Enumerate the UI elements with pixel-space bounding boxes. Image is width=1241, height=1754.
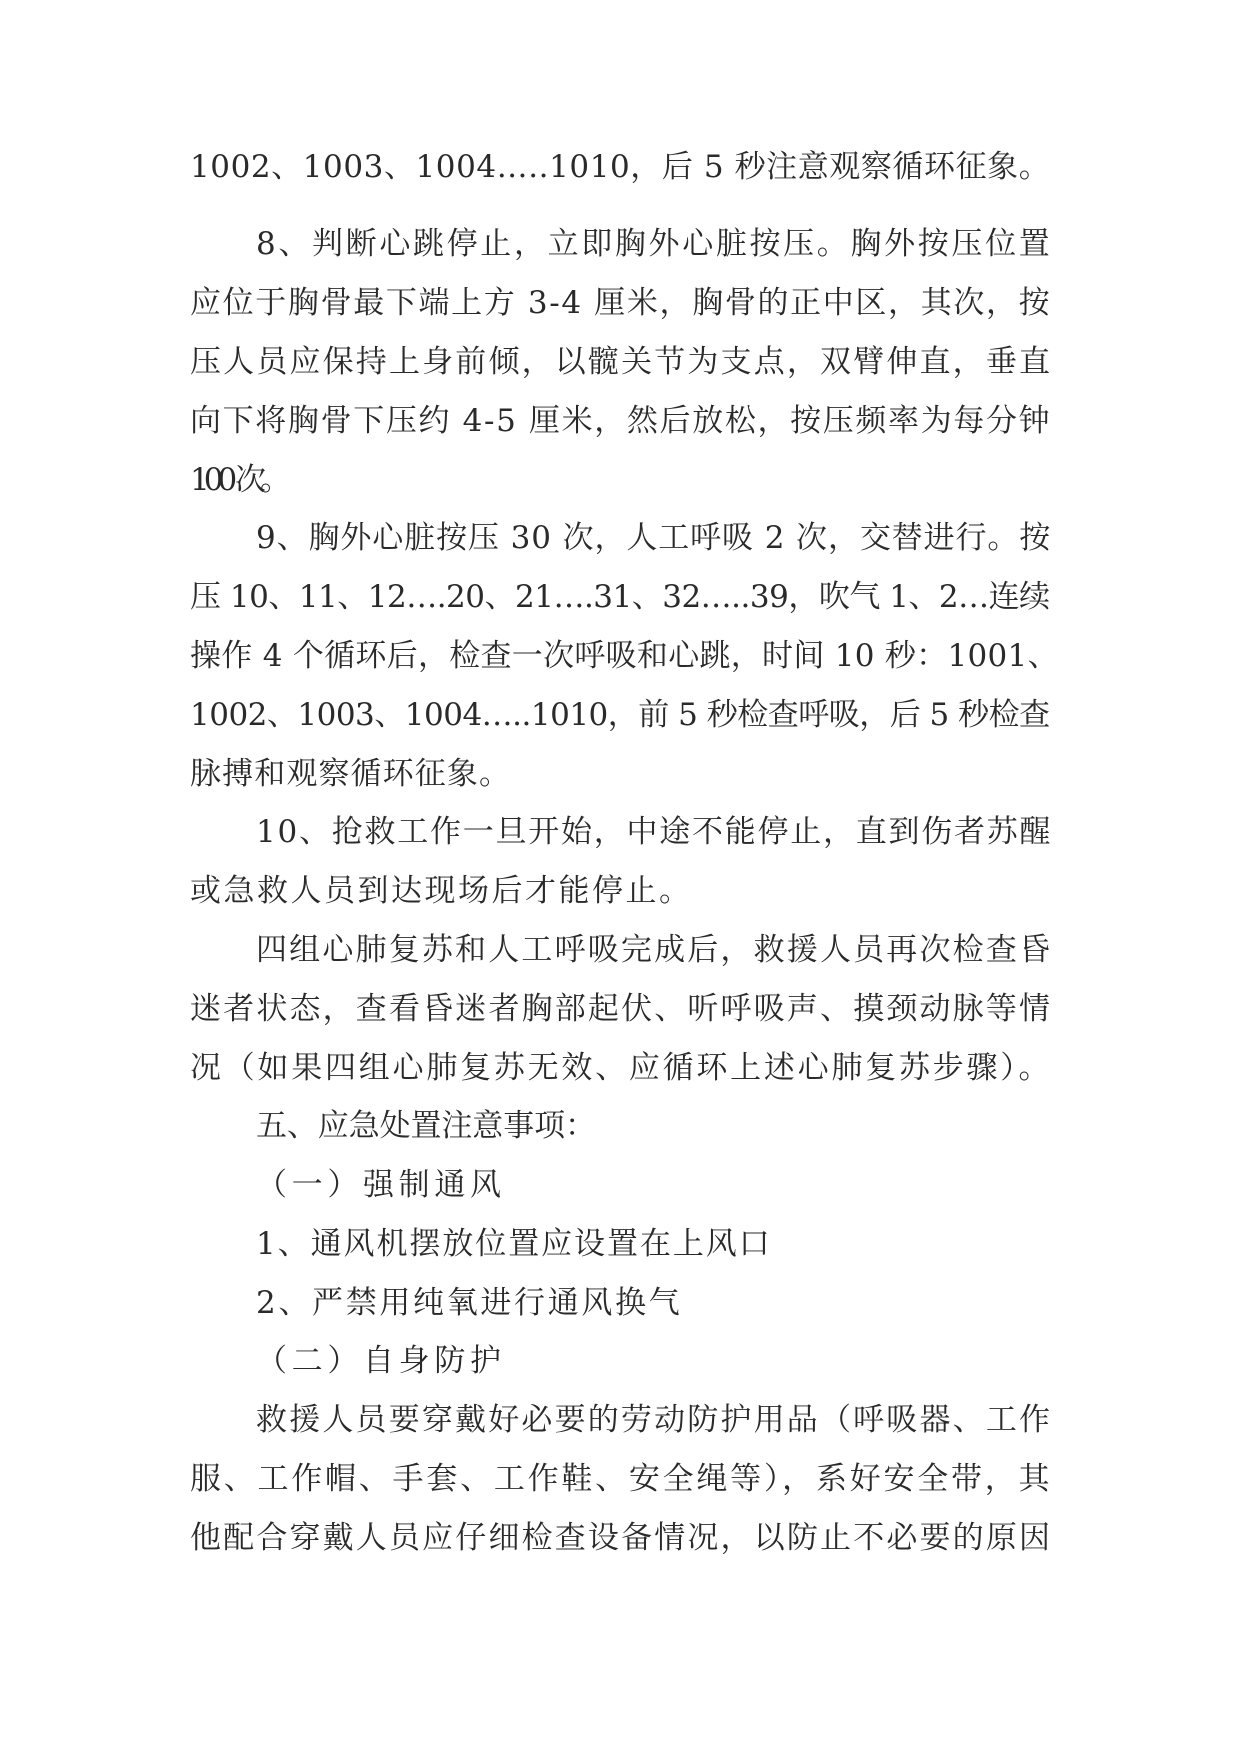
text-line: 他配合穿戴人员应仔细检查设备情况，以防止不必要的原因 xyxy=(190,1520,1053,1556)
text-line: 救援人员要穿戴好必要的劳动防护用品（呼吸器、工作 xyxy=(256,1402,1053,1438)
text-line: 压人员应保持上身前倾，以髋关节为支点，双臂伸直，垂直 xyxy=(190,344,1053,380)
text-line: 迷者状态，查看昏迷者胸部起伏、听呼吸声、摸颈动脉等情 xyxy=(190,991,1053,1027)
text-line: 9、胸外心脏按压 30 次，人工呼吸 2 次，交替进行。按 xyxy=(256,520,1052,556)
text-line: 或急救人员到达现场后才能停止。 xyxy=(190,873,693,909)
text-line: 四组心肺复苏和人工呼吸完成后，救援人员再次检查昏 xyxy=(256,932,1053,968)
text-line: 五、应急处置注意事项： xyxy=(256,1108,596,1144)
text-line: 1、通风机摆放位置应设置在上风口 xyxy=(256,1226,772,1262)
text-line: 操作 4 个循环后，检查一次呼吸和心跳，时间 10 秒：1001、 xyxy=(190,638,1059,674)
text-line: （二）自身防护 xyxy=(256,1343,506,1379)
text-line: 100 次。 xyxy=(190,462,286,498)
text-line: 况（如果四组心肺复苏无效、应循环上述心肺复苏步骤）。 xyxy=(190,1050,1053,1086)
text-line: 1002、1003、1004…..1010，前 5 秒检查呼吸，后 5 秒检查 xyxy=(190,697,1050,733)
text-line: 压 10、11、12….20、21….31、32…..39，吹气 1、2…连续 xyxy=(190,579,1050,615)
text-line: 服、工作帽、手套、工作鞋、安全绳等），系好安全带，其 xyxy=(190,1461,1053,1497)
text-line: 2、严禁用纯氧进行通风换气 xyxy=(256,1285,683,1321)
text-line: 向下将胸骨下压约 4-5 厘米，然后放松，按压频率为每分钟 xyxy=(190,403,1052,439)
text-line: 10、抢救工作一旦开始，中途不能停止，直到伤者苏醒 xyxy=(256,814,1053,850)
text-line: 8、判断心跳停止，立即胸外心脏按压。胸外按压位置 xyxy=(256,226,1053,262)
text-line: 脉搏和观察循环征象。 xyxy=(190,756,512,792)
text-line: 应位于胸骨最下端上方 3-4 厘米，胸骨的正中区，其次，按 xyxy=(190,285,1052,321)
text-line: 1002、1003、1004…..1010，后 5 秒注意观察循环征象。 xyxy=(190,149,1051,185)
text-line: （一）强制通风 xyxy=(256,1167,506,1203)
